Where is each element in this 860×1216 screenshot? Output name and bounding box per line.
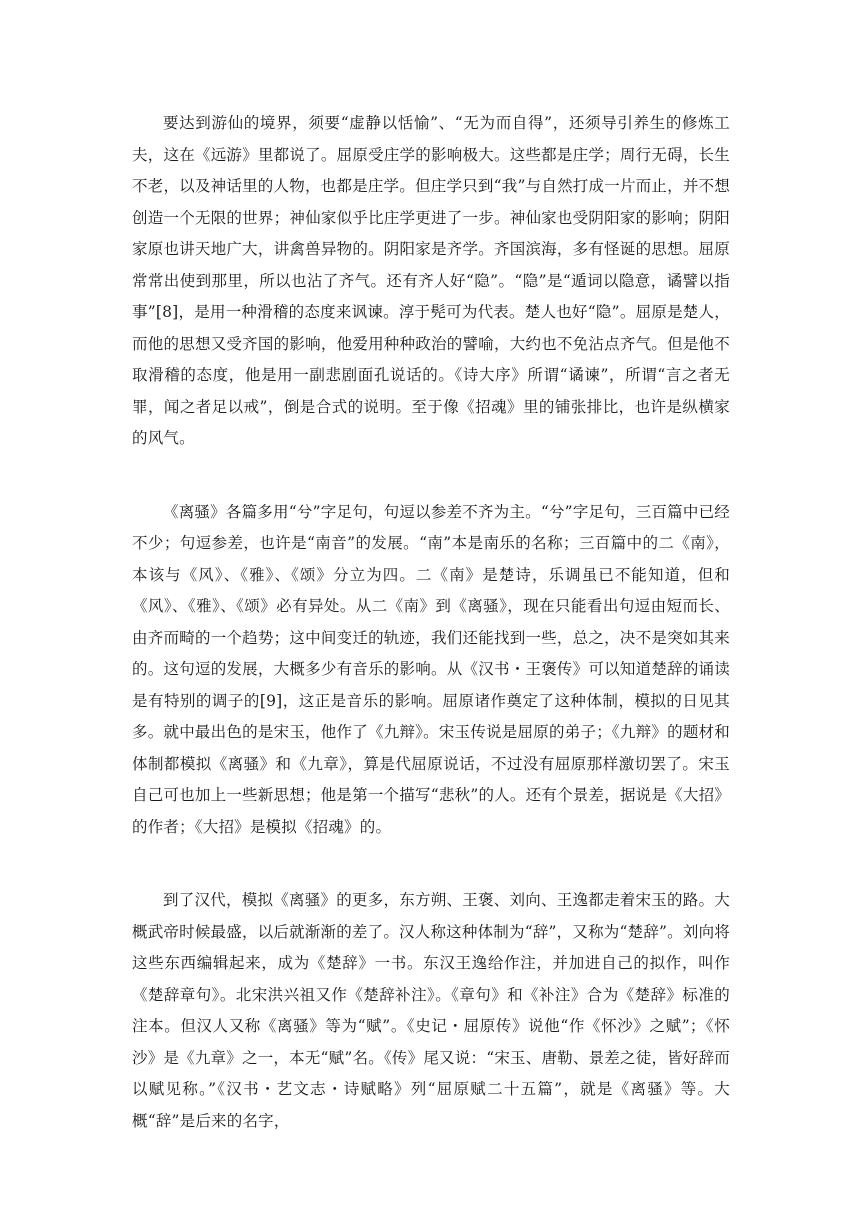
paragraph-3: 到了汉代，模拟《离骚》的更多，东方朔、王褒、刘向、王逸都走着宋玉的路。大概武帝时候最盛，以后就渐渐的差了。汉人称这种体制为“辞”，又称为“楚辞”。刘向将这些东西编辑起来，成为《楚辞》一书。东汉王逸给作注，并加进自己的拟作，叫作《楚辞章句》。北宋洪兴祖又作《楚辞补注》。《章句》和《补注》合为《楚辞》标准的注本。但汉人又称《离骚》等为“赋”。《史记・屈原传》说他“作《怀沙》之赋”；《怀沙》是《九章》之一，本无“赋”名。《传》尾又说：“宋玉、唐勒、景差之徒，皆好辞而以赋见称。”《汉书・艺文志・诗赋略》列“屈原赋二十五篇”，就是《离骚》等。大概“辞”是后来的名字， bbox=[132, 891, 730, 1130]
paragraph-1: 要达到游仙的境界，须要“虚静以恬愉”、“无为而自得”，还须导引养生的修炼工夫，这在《远游》里都说了。屈原受庄学的影响极大。这些都是庄学；周行无碍，长生不老，以及神话里的人物，也都是庄学。但庄学只到“我”与自然打成一片而止，并不想创造一个无限的世界；神仙家似乎比庄学更进了一步。神仙家也受阴阳家的影响；阴阳家原也讲天地广大，讲禽兽异物的。阴阳家是齐学。齐国滨海，多有怪诞的思想。屈原常常出使到那里，所以也沾了齐气。还有齐人好“隐”。“隐”是“遁词以隐意，谲譬以指事”[8]，是用一种滑稽的态度来讽谏。淳于髡可为代表。楚人也好“隐”。屈原是楚人，而他的思想又受齐国的影响，他爱用种种政治的譬喻，大约也不免沾点齐气。但是他不取滑稽的态度，他是用一副悲剧面孔说话的。《诗大序》所谓“谲谏”，所谓“言之者无罪，闻之者足以戒”，倒是合式的说明。至于像《招魂》里的铺张排比，也许是纵横家的风气。 bbox=[132, 114, 730, 447]
paragraph-2: 《离骚》各篇多用“兮”字足句，句逗以参差不齐为主。“兮”字足句，三百篇中已经不少；句逗参差，也许是“南音”的发展。“南”本是南乐的名称；三百篇中的二《南》，本该与《风》、《雅》、《颂》分立为四。二《南》是楚诗，乐调虽已不能知道，但和《风》、《雅》、《颂》必有异处。从二《南》到《离骚》，现在只能看出句逗由短而长、由齐而畸的一个趋势；这中间变迁的轨迹，我们还能找到一些，总之，决不是突如其来的。这句逗的发展，大概多少有音乐的影响。从《汉书・王褒传》可以知道楚辞的诵读是有特别的调子的[9]，这正是音乐的影响。屈原诸作奠定了这种体制，模拟的日见其多。就中最出色的是宋玉，他作了《九辩》。宋玉传说是屈原的弟子；《九辩》的题材和体制都模拟《离骚》和《九章》，算是代屈原说话，不过没有屈原那样激切罢了。宋玉自己可也加上一些新思想；他是第一个描写“悲秋”的人。还有个景差，据说是《大招》的作者；《大招》是模拟《招魂》的。 bbox=[132, 502, 730, 836]
document-body bbox=[132, 108, 730, 1137]
